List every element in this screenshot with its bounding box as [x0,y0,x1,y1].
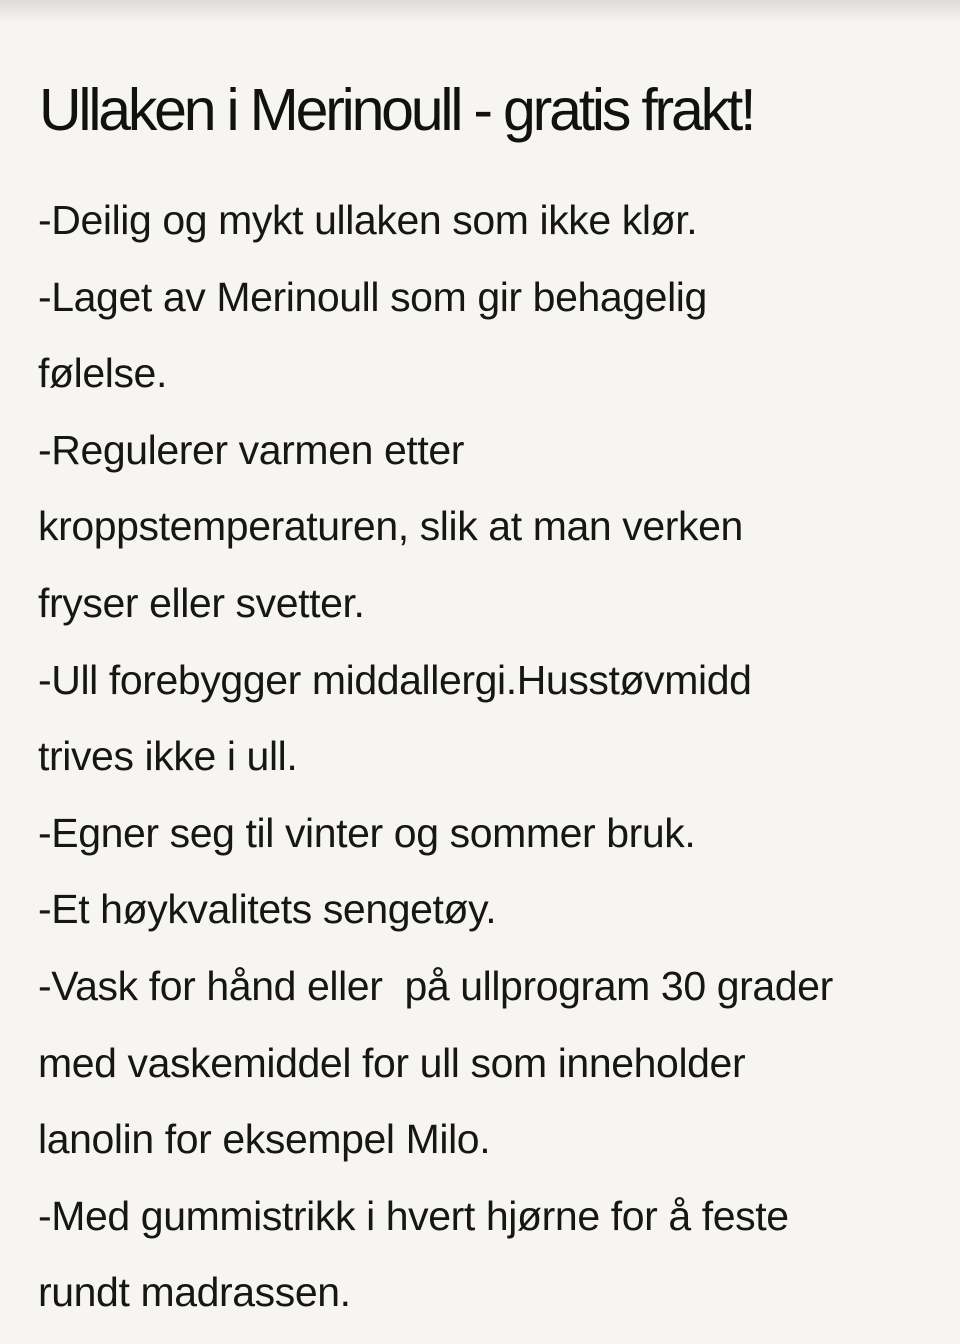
description-line: trives ikke i ull. [38,733,298,780]
description-line: -Egner seg til vinter og sommer bruk. [38,809,696,856]
description-line: -Regulerer varmen etter [38,426,465,473]
description-line: lanolin for eksempel Milo. [38,1116,491,1163]
description-line: rundt madrassen. [38,1269,351,1316]
top-edge-shadow [0,0,960,22]
description-line: fryser eller svetter. [38,579,365,626]
description-line: -Laget av Merinoull som gir behagelig [38,273,707,320]
description-line: med vaskemiddel for ull som inneholder [38,1039,746,1086]
description-line: kroppstemperaturen, slik at man verken [38,503,743,550]
product-description [38,182,938,1331]
description-line: -Vask for hånd eller på ullprogram 30 grader [38,962,833,1009]
description-line: -Deilig og mykt ullaken som ikke klør. [38,197,698,243]
description-line: -Et høykvalitets sengetøy. [38,886,497,933]
product-title: Ullaken i Merinoull - gratis frakt! [39,77,754,143]
description-line: -Med gummistrikk i hvert hjørne for å feste [38,1192,789,1239]
description-line: -Ull forebygger middallergi.Husstøvmidd [38,656,752,703]
description-line: følelse. [38,350,167,397]
